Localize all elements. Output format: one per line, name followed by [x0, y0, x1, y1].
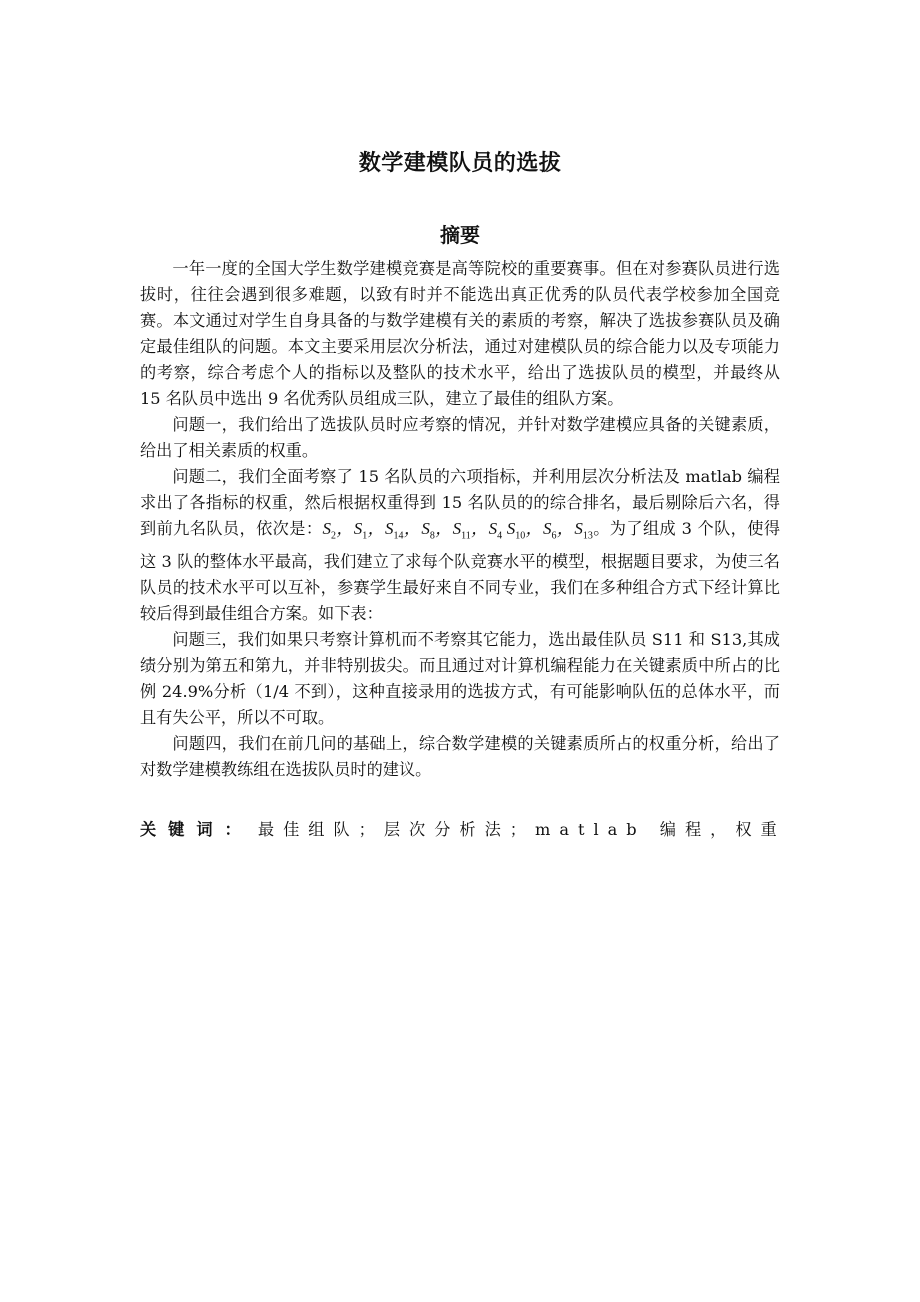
- abstract-paragraph-2: 问题一，我们给出了选拔队员时应考察的情况，并针对数学建模应具备的关键素质，给出了相关素质的权重。: [140, 415, 780, 460]
- abstract-paragraph-3: [140, 464, 780, 627]
- rank-item-1: $S_2$，: [322, 519, 354, 542]
- abstract-body: [140, 256, 780, 783]
- ranking-formula: [322, 519, 593, 542]
- rank-item-5: $S_{11}$，: [452, 519, 489, 542]
- rank-item-8: $S_6$，: [543, 519, 575, 542]
- rank-item-3: $S_{14}$，: [385, 519, 422, 542]
- keywords-line: [140, 817, 786, 843]
- rank-item-4: $S_8$，: [421, 519, 453, 542]
- keywords-text: 最佳组队；层次分析法；matlab 编程，权重: [257, 820, 786, 839]
- rank-item-9: $S_{13}$: [574, 519, 593, 542]
- rank-item-2: $S_1$，: [353, 519, 386, 542]
- abstract-heading: 摘要: [440, 223, 480, 247]
- keywords-label: 关键词：: [140, 820, 253, 839]
- rank-item-6: $S_4$: [488, 519, 503, 542]
- abstract-paragraph-5: 问题四，我们在前几问的基础上，综合数学建模的关键素质所占的权重分析，给出了对数学建模教练组在选拔队员时的建议。: [140, 734, 780, 780]
- paragraph-3-tail: 。为了组成 3 个队，使得这 3 队的整体水平最高，我们建立了求每个队竞赛水平的模型，根据题目要求，为使三名队员的技术水平可以互补，参赛学生最好来自不同专业，我们在多种组合方式下经计算比较后得到最佳组合方案。如下表：: [140, 519, 781, 624]
- abstract-paragraph-4: 问题三，我们如果只考察计算机而不考察其它能力，选出最佳队员 S11 和 S13,其成绩分别为第五和第九，并非特别拔尖。而且通过对计算机编程能力在关键素质中所占的比例 24.9%分析（1/4 不到），这种直接录用的选拔方式，有可能影响队伍的总体水平，而且有失公平，所以不可取。: [140, 630, 780, 728]
- paragraph-3-lead: 问题二，我们全面考察了 15 名队员的六项指标，并利用层次分析法及 matlab 编程求出了各指标的权重，然后根据权重得到 15 名队员的的综合排名，最后剔除后六名，得到前九名队员，依次是：: [140, 467, 780, 538]
- rank-item-7: $S_{10}$，: [506, 519, 544, 542]
- paper-title: 数学建模队员的选拔: [358, 151, 562, 176]
- abstract-paragraph-1: 一年一度的全国大学生数学建模竞赛是高等院校的重要赛事。但在对参赛队员进行选拔时，往往会遇到很多难题，以致有时并不能选出真正优秀的队员代表学校参加全国竞赛。本文通过对学生自身具备的与数学建模有关的素质的考察，解决了选拔参赛队员及确定最佳组队的问题。本文主要采用层次分析法，通过对建模队员的综合能力以及专项能力的考察，综合考虑个人的指标以及整队的技术水平，给出了选拔队员的模型，并最终从 15 名队员中选出 9 名优秀队员组成三队，建立了最佳的组队方案。: [140, 259, 780, 408]
